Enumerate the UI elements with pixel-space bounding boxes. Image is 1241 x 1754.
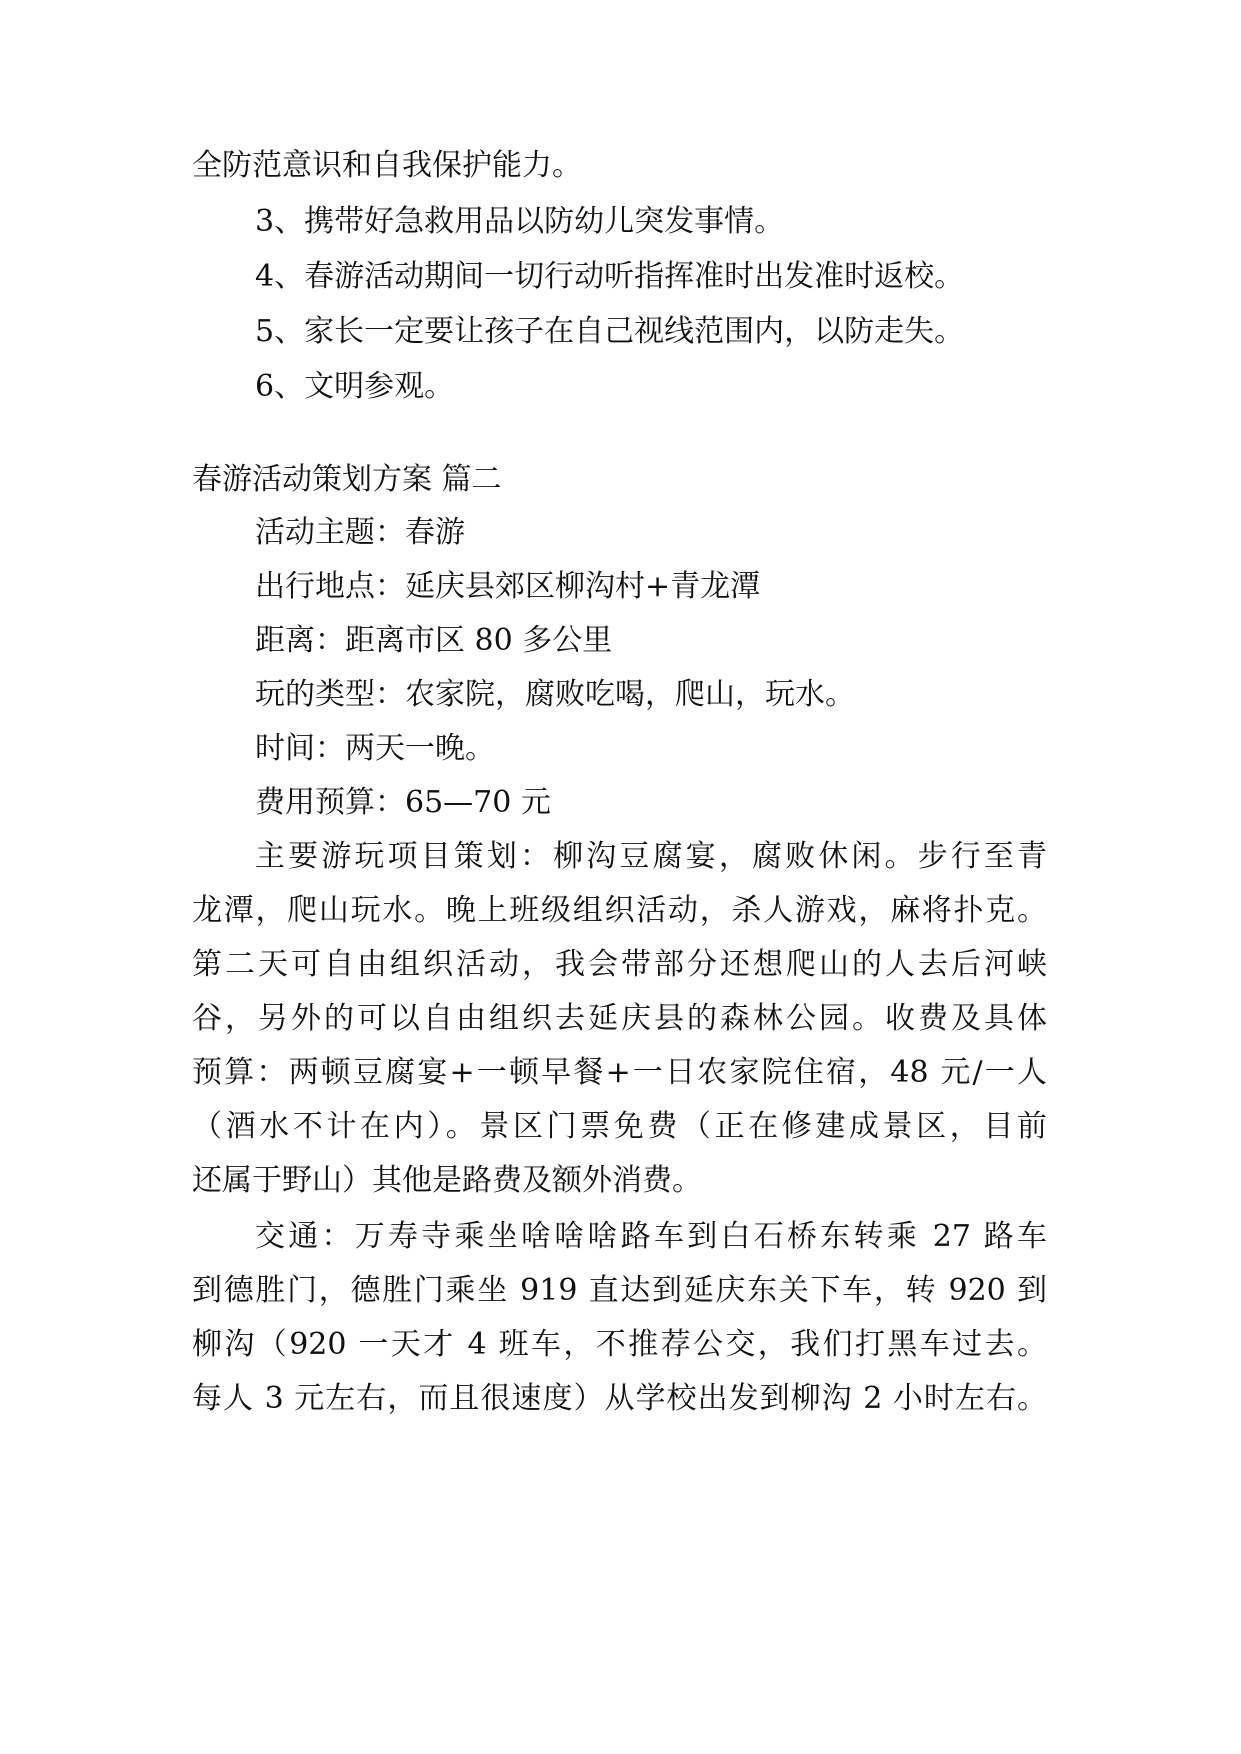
field-line: 玩的类型：农家院，腐败吃喝，爬山，玩水。 — [255, 677, 855, 712]
transport-paragraph-line: 柳沟（920 一天才 4 班车，不推荐公交，我们打黑车过去。 — [192, 1327, 1047, 1362]
continuation-line: 全防范意识和自我保护能力。 — [192, 148, 582, 183]
plan-paragraph-line: 谷，另外的可以自由组织去延庆县的森林公园。收费及具体 — [192, 1001, 1047, 1036]
field-line: 费用预算：65—70 元 — [255, 785, 551, 820]
plan-paragraph-line: （酒水不计在内）。景区门票免费（正在修建成景区，目前 — [192, 1109, 1047, 1144]
transport-paragraph-line: 到德胜门，德胜门乘坐 919 直达到延庆东关下车，转 920 到 — [192, 1273, 1047, 1308]
plan-paragraph-line: 第二天可自由组织活动，我会带部分还想爬山的人去后河峡 — [192, 947, 1047, 982]
plan-paragraph-line: 龙潭，爬山玩水。晚上班级组织活动，杀人游戏，麻将扑克。 — [192, 893, 1047, 928]
field-line: 活动主题：春游 — [255, 515, 465, 550]
field-line: 出行地点：延庆县郊区柳沟村+青龙潭 — [255, 569, 761, 604]
list-item: 4、春游活动期间一切行动听指挥准时出发准时返校。 — [255, 259, 965, 294]
field-line: 距离：距离市区 80 多公里 — [255, 623, 613, 658]
plan-paragraph-line: 主要游玩项目策划：柳沟豆腐宴，腐败休闲。步行至青 — [255, 839, 1047, 874]
plan-paragraph-line: 还属于野山）其他是路费及额外消费。 — [192, 1163, 702, 1198]
plan-paragraph-line: 预算：两顿豆腐宴+一顿早餐+一日农家院住宿，48 元/一人 — [192, 1055, 1047, 1090]
list-item: 6、文明参观。 — [255, 369, 455, 404]
transport-paragraph-line: 每人 3 元左右，而且很速度）从学校出发到柳沟 2 小时左右。 — [192, 1381, 1047, 1416]
section-heading: 春游活动策划方案 篇二 — [192, 462, 502, 497]
transport-paragraph-line: 交通：万寿寺乘坐啥啥啥路车到白石桥东转乘 27 路车 — [255, 1219, 1047, 1254]
list-item: 3、携带好急救用品以防幼儿突发事情。 — [255, 204, 785, 239]
field-line: 时间：两天一晚。 — [255, 731, 495, 766]
list-item: 5、家长一定要让孩子在自己视线范围内，以防走失。 — [255, 314, 965, 349]
